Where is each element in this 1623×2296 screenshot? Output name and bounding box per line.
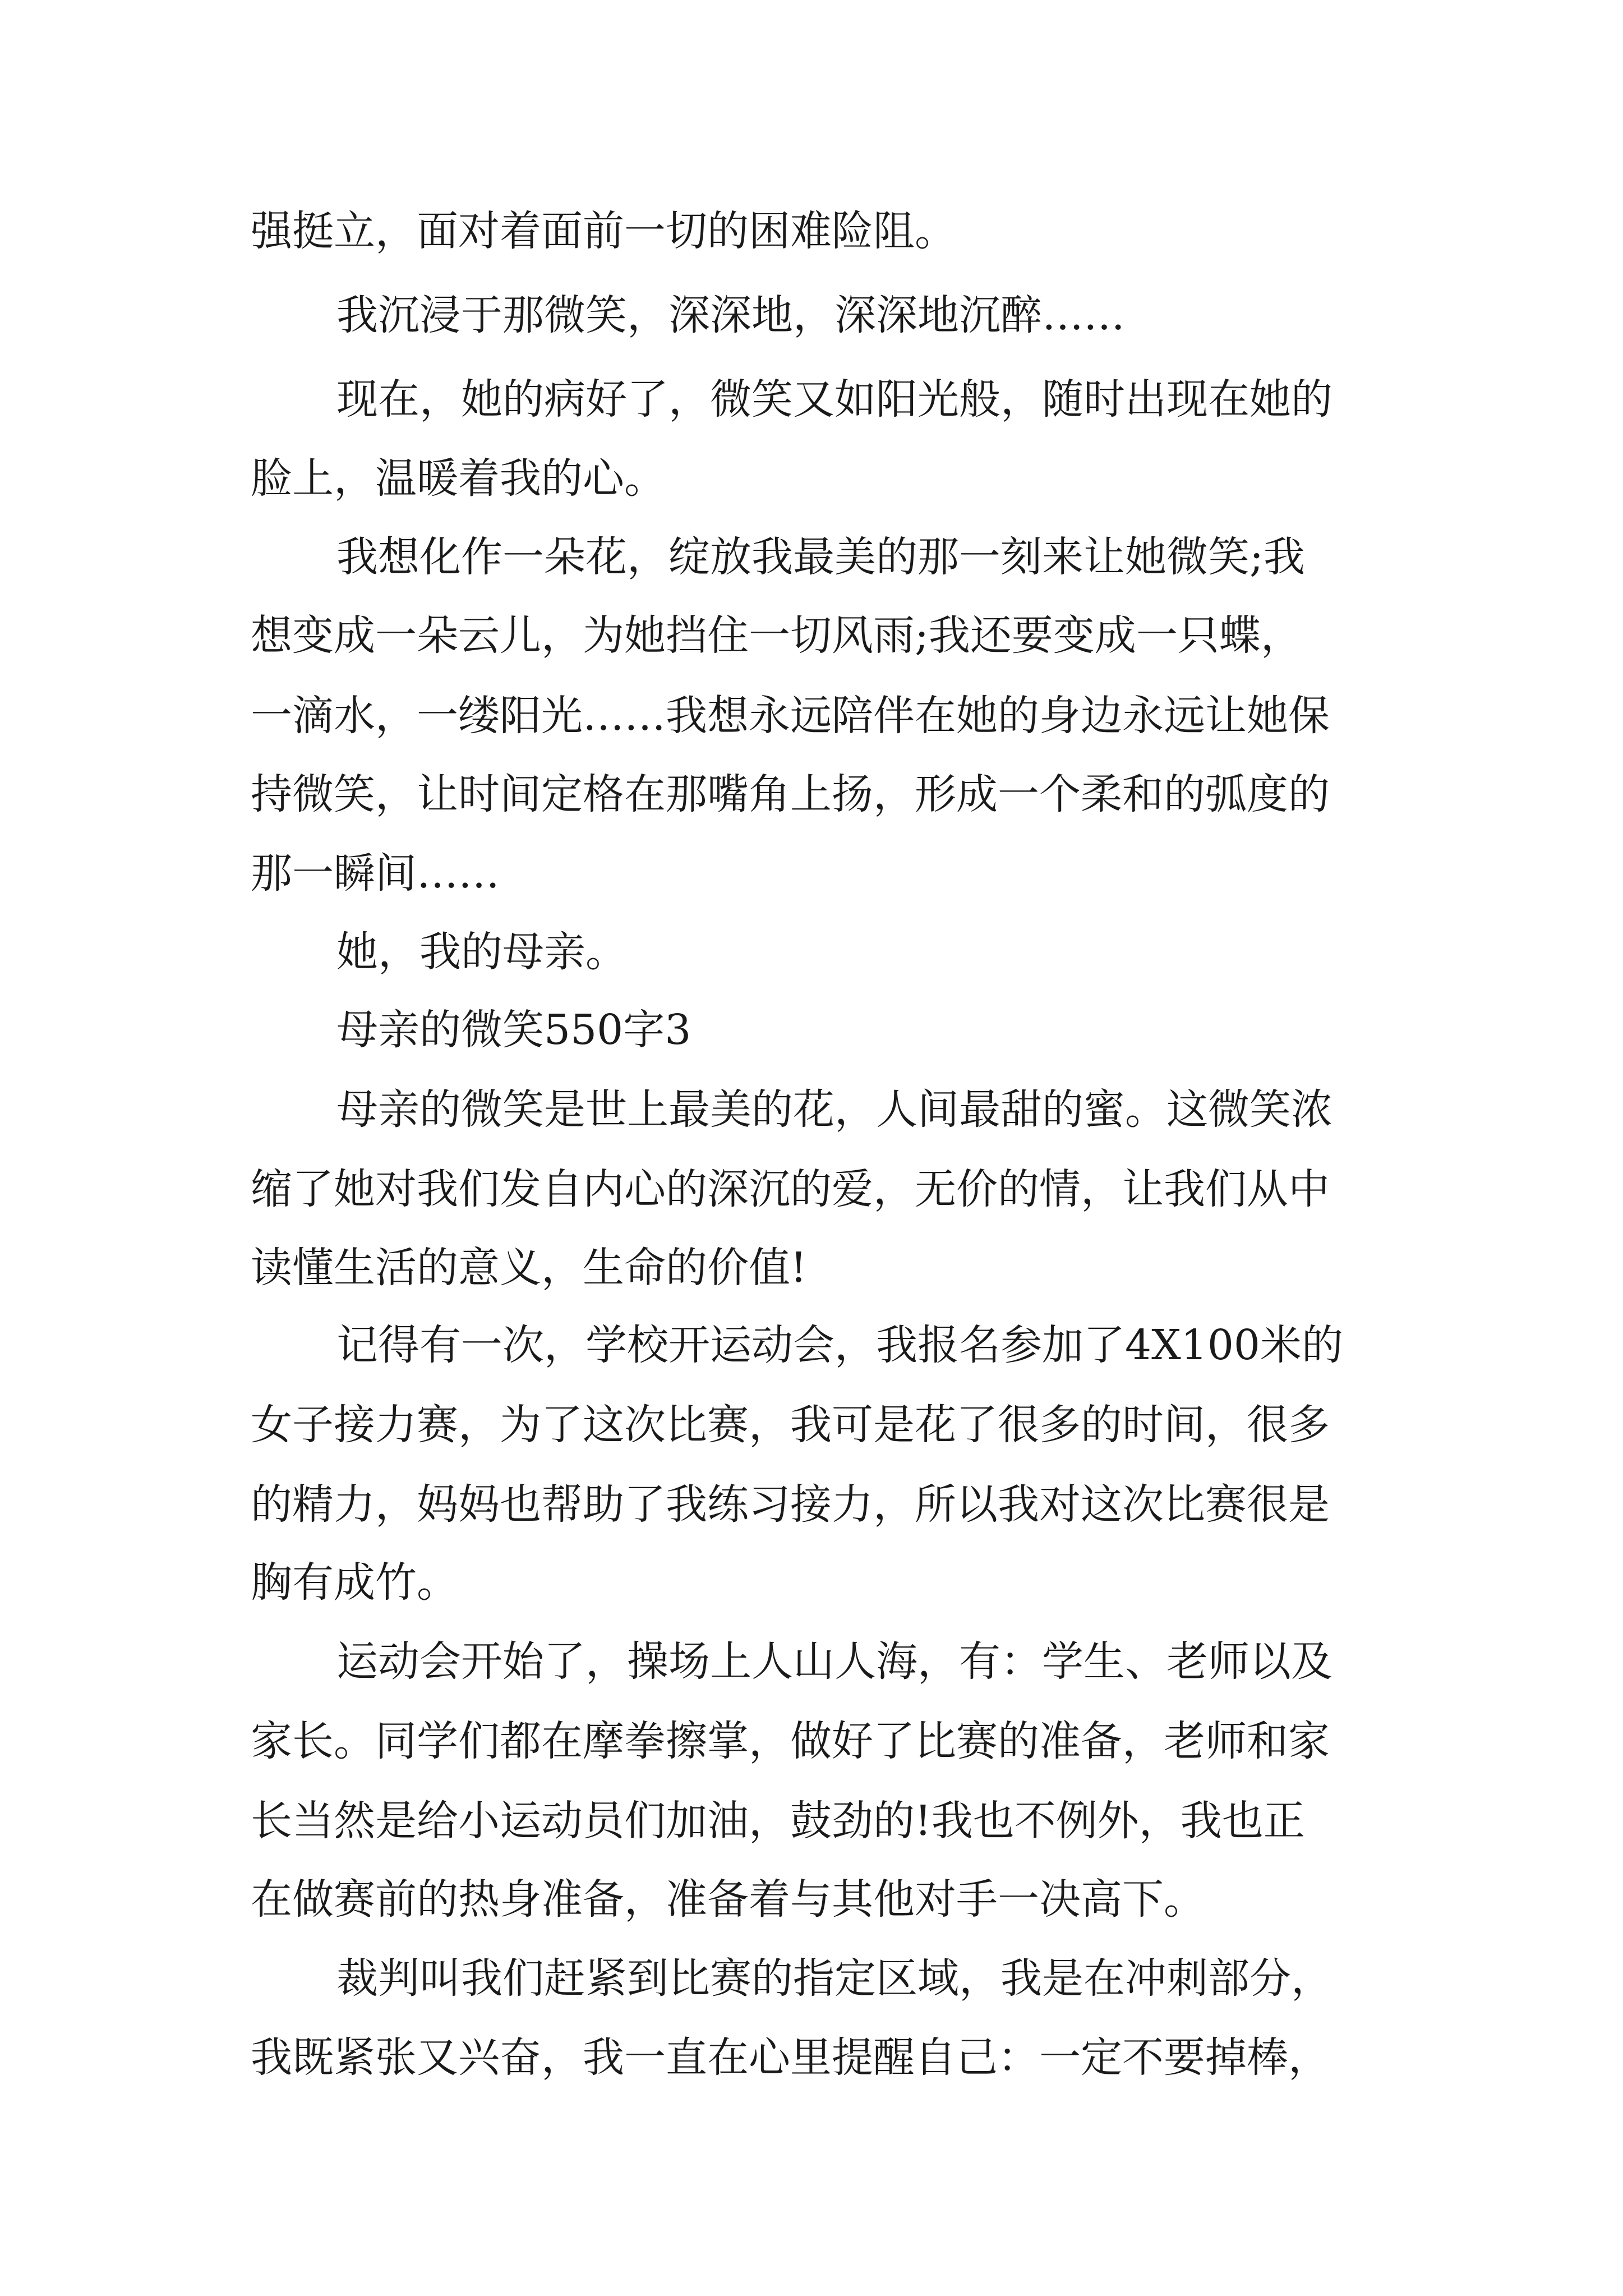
text-line: 一滴水，一缕阳光……我想永远陪伴在她的身边永远让她保 [251, 692, 1330, 740]
text-line: 的精力，妈妈也帮助了我练习接力，所以我对这次比赛很是 [251, 1480, 1330, 1529]
text-line: 缩了她对我们发自内心的深沉的爱，无价的情，让我们从中 [251, 1165, 1330, 1213]
text-line: 脸上，温暖着我的心。 [251, 454, 666, 503]
text-line: 裁判叫我们赶紧到比赛的指定区域，我是在冲刺部分， [336, 1954, 1332, 2003]
text-line: 女子接力赛，为了这次比赛，我可是花了很多的时间，很多 [251, 1401, 1330, 1449]
text-line: 在做赛前的热身准备，准备着与其他对手一决高下。 [251, 1875, 1205, 1924]
text-line: 读懂生活的意义，生命的价值! [251, 1244, 807, 1292]
text-line: 我想化作一朵花，绽放我最美的那一刻来让她微笑;我 [336, 533, 1305, 581]
text-line: 胸有成竹。 [251, 1558, 458, 1607]
text-line: 现在，她的病好了，微笑又如阳光般，随时出现在她的 [336, 375, 1332, 424]
text-line: 我沉浸于那微笑，深深地，深深地沉醉…… [336, 291, 1125, 339]
text-line: 母亲的微笑是世上最美的花，人间最甜的蜜。这微笑浓 [336, 1085, 1332, 1134]
text-line: 她，我的母亲。 [336, 928, 627, 976]
text-line: 长当然是给小运动员们加油，鼓劲的!我也不例外，我也正 [251, 1797, 1305, 1845]
text-line: 运动会开始了，操场上人山人海，有：学生、老师以及 [336, 1637, 1332, 1686]
text-line: 那一瞬间…… [251, 849, 500, 898]
text-line: 家长。同学们都在摩拳擦掌，做好了比赛的准备，老师和家 [251, 1717, 1330, 1765]
section-heading: 母亲的微笑550字3 [336, 1006, 691, 1054]
text-line: 持微笑，让时间定格在那嘴角上扬，形成一个柔和的弧度的 [251, 770, 1330, 818]
text-line: 想变成一朵云儿，为她挡住一切风雨;我还要变成一只蝶， [251, 611, 1302, 660]
text-line: 我既紧张又兴奋，我一直在心里提醒自己：一定不要掉棒， [251, 2033, 1330, 2082]
text-line: 记得有一次，学校开运动会，我报名参加了4X100米的 [336, 1321, 1344, 1369]
text-line: 强挺立，面对着面前一切的困难险阻。 [251, 207, 956, 255]
